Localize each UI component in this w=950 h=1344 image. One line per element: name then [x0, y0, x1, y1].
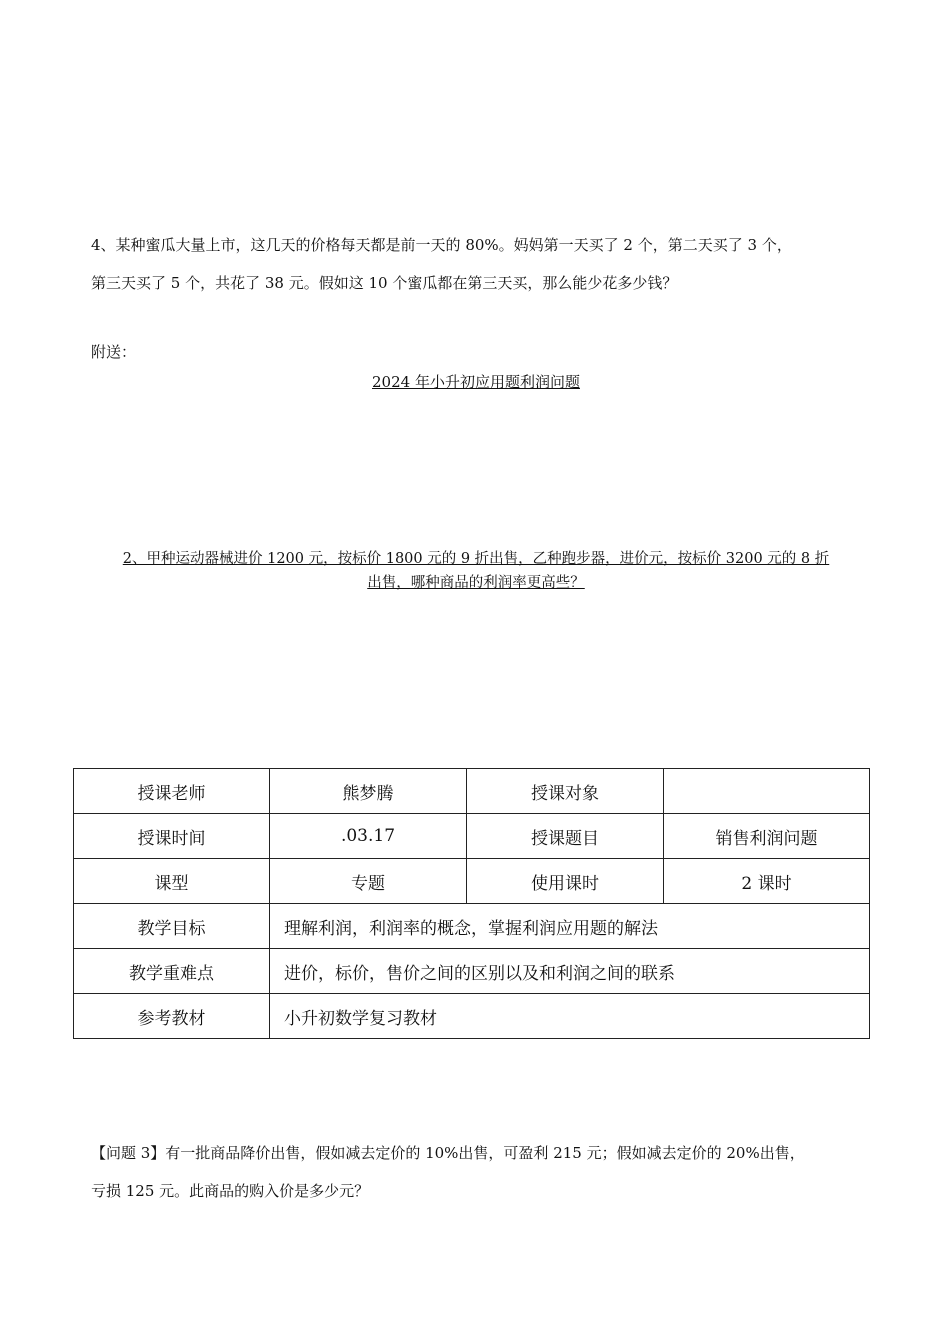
table-row: [74, 904, 870, 949]
time-value: .03.17: [270, 814, 467, 859]
difficulty-label: 教学重难点: [74, 949, 270, 994]
material-value: 小升初数学复习教材: [270, 994, 870, 1039]
question-3-line-1: 【问题 3】有一批商品降价出售，假如减去定价的 10%出售，可盈利 215 元；假如减去定价的 20%出售，: [91, 1144, 805, 1162]
topic-value: 销售利润问题: [664, 814, 870, 859]
question-2-line-1: 2、甲种运动器械进价 1200 元，按标价 1800 元的 9 折出售，乙种跑步器，进价元，按标价 3200 元的 8 折: [122, 551, 830, 567]
question-4-line-2: 第三天买了 5 个，共花了 38 元。假如这 10 个蜜瓜都在第三天买，那么能少花多少钱？: [91, 274, 678, 292]
hours-label: 使用课时: [467, 859, 664, 904]
question-2-line-2: 出售，哪种商品的利润率更高些？: [367, 575, 585, 591]
teacher-value: 熊梦腾: [270, 769, 467, 814]
time-label: 授课时间: [74, 814, 270, 859]
teacher-label: 授课老师: [74, 769, 270, 814]
table-row: [74, 769, 870, 814]
lesson-info-table: [73, 768, 870, 1039]
table-row: [74, 814, 870, 859]
question-3-line-2: 亏损 125 元。此商品的购入价是多少元？: [91, 1182, 370, 1200]
goal-value: 理解利润，利润率的概念，掌握利润应用题的解法: [270, 904, 870, 949]
target-value: [664, 769, 870, 814]
table-row: [74, 994, 870, 1039]
goal-label: 教学目标: [74, 904, 270, 949]
type-value: 专题: [270, 859, 467, 904]
appendix-label: 附送：: [91, 343, 137, 361]
type-label: 课型: [74, 859, 270, 904]
table-row: [74, 949, 870, 994]
difficulty-value: 进价，标价，售价之间的区别以及和利润之间的联系: [270, 949, 870, 994]
table-row: [74, 859, 870, 904]
hours-value: 2 课时: [664, 859, 870, 904]
target-label: 授课对象: [467, 769, 664, 814]
topic-label: 授课题目: [467, 814, 664, 859]
material-label: 参考教材: [74, 994, 270, 1039]
appendix-title: 2024 年小升初应用题利润问题: [372, 373, 580, 391]
question-4-line-1: 4、某种蜜瓜大量上市，这几天的价格每天都是前一天的 80%。妈妈第一天买了 2 个，第二天买了 3 个，: [91, 236, 792, 254]
